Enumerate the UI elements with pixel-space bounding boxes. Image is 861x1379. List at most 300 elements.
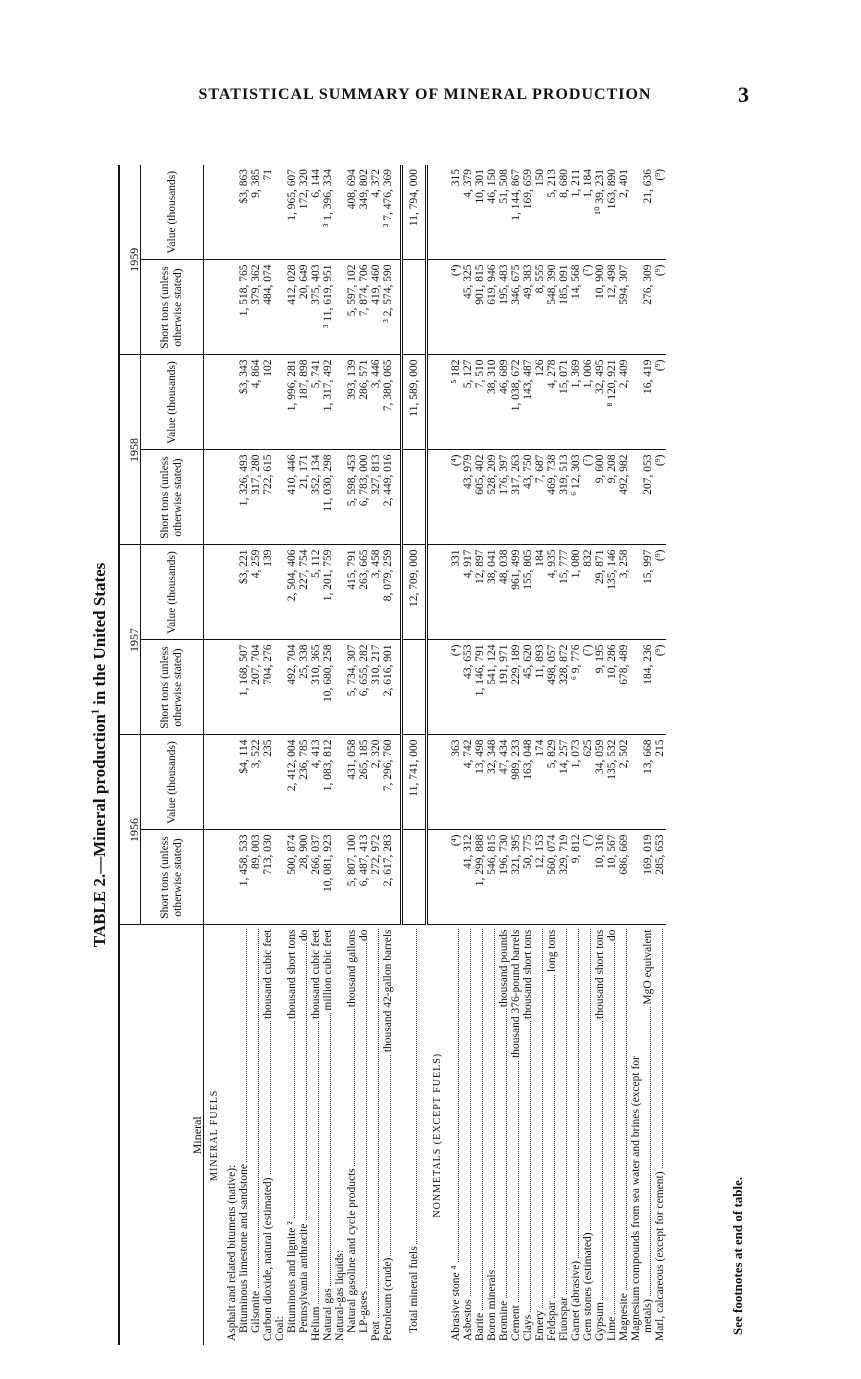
mineral-name: Natural-gas liquids: — [334, 1249, 346, 1341]
quantity-cell — [630, 260, 642, 355]
mineral-label — [310, 925, 322, 1345]
quantity-cell: (⁴) — [450, 450, 462, 545]
value-cell — [226, 165, 238, 260]
value-cell: 135, 146 — [606, 545, 618, 640]
quantity-cell: 89, 003 — [250, 830, 262, 925]
quantity-cell: 266, 037 — [310, 830, 322, 925]
quantity-cell: 285, 653 — [654, 830, 666, 925]
value-cell: 263, 665 — [358, 545, 370, 640]
total-value-cell: 12, 709, 000 — [402, 545, 427, 640]
quantity-cell: 469, 738 — [546, 450, 558, 545]
quantity-cell: 310, 365 — [310, 640, 322, 735]
total-value-cell: 11, 589, 000 — [402, 355, 427, 450]
quantity-cell: 1, 299, 888 — [474, 830, 486, 925]
quantity-cell — [630, 640, 642, 735]
mineral-name: Magnesium compounds from sea water and brines (except for — [630, 1056, 642, 1341]
mineral-name: Gilsonite — [250, 1290, 262, 1333]
table-row — [498, 165, 510, 1345]
mineral-label — [358, 925, 370, 1345]
value-cell: 2, 502 — [618, 735, 630, 830]
total-label — [402, 925, 427, 1345]
value-cell: 32, 348 — [486, 735, 498, 830]
value-cell: 48, 038 — [498, 545, 510, 640]
value-cell: 235 — [262, 735, 274, 830]
table-row — [582, 165, 594, 1345]
value-cell: 4, 278 — [546, 355, 558, 450]
quantity-cell: ³ 2, 574, 590 — [382, 260, 394, 355]
quantity-cell: 6, 655, 282 — [358, 640, 370, 735]
value-cell: 1, 201, 759 — [322, 545, 334, 640]
quantity-cell: 195, 483 — [498, 260, 510, 355]
quantity-cell: 43, 979 — [462, 450, 474, 545]
quantity-cell: 45, 620 — [522, 640, 534, 735]
quantity-cell: 11, 893 — [534, 640, 546, 735]
quantity-cell: 21, 171 — [298, 450, 310, 545]
quantity-cell: 375, 403 — [310, 260, 322, 355]
value-cell: 1, 996, 281 — [286, 355, 298, 450]
quantity-cell: 45, 325 — [462, 260, 474, 355]
table-row — [226, 165, 238, 1345]
value-cell: 2, 504, 406 — [286, 545, 298, 640]
mineral-label — [474, 925, 486, 1345]
value-column-header: Value (thousands) — [141, 165, 204, 260]
quantity-cell: 176, 397 — [498, 450, 510, 545]
quantity-cell — [402, 450, 427, 545]
quantity-cell: 541, 124 — [486, 640, 498, 735]
quantity-cell: 310, 217 — [370, 640, 382, 735]
value-cell: (⁹) — [654, 355, 666, 450]
total-value-cell: 11, 741, 000 — [402, 735, 427, 830]
mineral-label — [510, 925, 522, 1345]
value-cell: 286, 571 — [358, 355, 370, 450]
quantity-column-header: Short tons (unless otherwise stated) — [141, 640, 204, 735]
mineral-name: Bromine — [498, 1300, 510, 1341]
value-cell: 174 — [534, 735, 546, 830]
quantity-cell: 5, 734, 307 — [346, 640, 358, 735]
table-row — [334, 165, 346, 1345]
value-cell: ⁸ 120, 921 — [606, 355, 618, 450]
value-cell — [226, 545, 238, 640]
quantity-cell: (⁴) — [450, 830, 462, 925]
quantity-cell: 185, 091 — [558, 260, 570, 355]
table-row — [274, 165, 286, 1345]
quantity-cell: 12, 153 — [534, 830, 546, 925]
quantity-cell: 5, 597, 102 — [346, 260, 358, 355]
section-heading-nonmetals: NONMETALS (EXCEPT FUELS) — [432, 1052, 444, 1218]
value-cell: 126 — [534, 355, 546, 450]
table-row — [642, 165, 654, 1345]
mineral-label — [262, 925, 274, 1345]
mineral-label — [238, 925, 250, 1345]
value-column-header: Value (thousands) — [141, 735, 204, 830]
value-cell: ⁵ 182 — [450, 355, 462, 450]
value-cell: 3, 258 — [618, 545, 630, 640]
mineral-name: Gypsum — [594, 1302, 606, 1341]
value-cell: 163, 890 — [606, 165, 618, 260]
quantity-cell: 10, 316 — [594, 830, 606, 925]
running-title: STATISTICAL SUMMARY OF MINERAL PRODUCTION — [198, 86, 652, 103]
table-body — [204, 165, 667, 1345]
value-cell: 102 — [262, 355, 274, 450]
value-cell: 408, 694 — [346, 165, 358, 260]
value-cell — [334, 735, 346, 830]
quantity-cell: 6, 783, 000 — [358, 450, 370, 545]
unit-label: do — [298, 929, 310, 941]
value-cell: 5, 127 — [462, 355, 474, 450]
quantity-cell: 546, 815 — [486, 830, 498, 925]
value-cell: 431, 058 — [346, 735, 358, 830]
mineral-label — [546, 925, 558, 1345]
quantity-cell: (⁹) — [654, 260, 666, 355]
value-cell: 4, 372 — [370, 165, 382, 260]
quantity-cell: 14, 568 — [570, 260, 582, 355]
quantity-cell: 379, 362 — [250, 260, 262, 355]
quantity-cell: 1, 326, 493 — [238, 450, 250, 545]
total-row — [402, 165, 427, 1345]
year-header: 1956 — [119, 735, 141, 925]
value-cell: $4, 114 — [238, 735, 250, 830]
value-cell: 15, 071 — [558, 355, 570, 450]
unit-label: thousand 376-pound barrels — [510, 929, 522, 1058]
quantity-cell — [226, 450, 238, 545]
mineral-label — [522, 925, 534, 1345]
quantity-cell: 492, 982 — [618, 450, 630, 545]
quantity-cell: 2, 449, 016 — [382, 450, 394, 545]
table-row — [570, 165, 582, 1345]
quantity-cell: 11, 030, 298 — [322, 450, 334, 545]
unit-label: do — [606, 929, 618, 941]
value-cell: 16, 419 — [642, 355, 654, 450]
quantity-cell — [630, 450, 642, 545]
value-cell: 1, 006 — [582, 355, 594, 450]
quantity-cell: 20, 649 — [298, 260, 310, 355]
quantity-cell — [274, 830, 286, 925]
value-cell: 1, 083, 812 — [322, 735, 334, 830]
title-footnote-mark: 1 — [90, 709, 102, 715]
value-cell: 14, 257 — [558, 735, 570, 830]
value-cell — [630, 735, 642, 830]
mineral-label — [370, 925, 382, 1345]
quantity-cell: 346, 675 — [510, 260, 522, 355]
quantity-cell — [334, 640, 346, 735]
quantity-cell: 5, 598, 453 — [346, 450, 358, 545]
quantity-cell — [274, 450, 286, 545]
mineral-name: Bituminous and lignite ² — [286, 1221, 298, 1333]
value-cell: 15, 777 — [558, 545, 570, 640]
quantity-cell: 1, 458, 533 — [238, 830, 250, 925]
quantity-cell: 528, 209 — [486, 450, 498, 545]
quantity-cell: 169, 019 — [642, 830, 654, 925]
value-cell: 1, 144, 867 — [510, 165, 522, 260]
value-cell: 363 — [450, 735, 462, 830]
value-cell: 1, 080 — [570, 545, 582, 640]
quantity-cell: 704, 276 — [262, 640, 274, 735]
quantity-cell: ³ 11, 619, 951 — [322, 260, 334, 355]
mineral-label — [594, 925, 606, 1345]
table-row — [486, 165, 498, 1345]
quantity-cell: 9, 812 — [570, 830, 582, 925]
quantity-cell: 10, 900 — [594, 260, 606, 355]
mineral-name: Bituminous limestone and sandstone — [238, 1164, 250, 1333]
value-cell: $3, 343 — [238, 355, 250, 450]
value-cell: 8, 680 — [558, 165, 570, 260]
value-cell: $3, 221 — [238, 545, 250, 640]
table-row — [370, 165, 382, 1345]
mineral-name: Asphalt and related bitumens (native): — [226, 1164, 238, 1341]
value-cell: 135, 532 — [606, 735, 618, 830]
quantity-cell: 28, 900 — [298, 830, 310, 925]
section-header-row — [204, 165, 227, 1345]
mineral-label — [486, 925, 498, 1345]
quantity-cell: (⁷) — [582, 260, 594, 355]
mineral-name: Abrasive stone ⁴ — [450, 1265, 462, 1341]
value-cell: 38, 041 — [486, 545, 498, 640]
quantity-cell: ⁶ 9, 776 — [570, 640, 582, 735]
quantity-cell: 594, 307 — [618, 260, 630, 355]
table-row — [250, 165, 262, 1345]
page-header — [0, 0, 861, 120]
mineral-name: Cement — [510, 1305, 522, 1341]
value-cell: 265, 185 — [358, 735, 370, 830]
value-cell: 4, 742 — [462, 735, 474, 830]
mineral-name: Barite — [474, 1312, 486, 1341]
quantity-cell — [274, 260, 286, 355]
mineral-label — [534, 925, 546, 1345]
unit-label: million cubic feet — [322, 929, 334, 1011]
quantity-cell: 412, 028 — [286, 260, 298, 355]
mineral-label — [274, 925, 286, 1345]
quantity-cell: 498, 057 — [546, 640, 558, 735]
table-row — [262, 165, 274, 1345]
table-row — [462, 165, 474, 1345]
quantity-cell: 317, 280 — [250, 450, 262, 545]
quantity-cell: (⁷) — [582, 830, 594, 925]
unit-label: thousand cubic feet — [310, 929, 322, 1019]
value-cell: 4, 259 — [250, 545, 262, 640]
quantity-cell: 492, 704 — [286, 640, 298, 735]
value-cell: 184 — [534, 545, 546, 640]
value-cell: 315 — [450, 165, 462, 260]
value-cell: ¹⁰ 39, 231 — [594, 165, 606, 260]
quantity-cell — [274, 640, 286, 735]
mineral-label — [606, 925, 618, 1345]
table-row — [534, 165, 546, 1345]
mineral-name: Carbon dioxide, natural (estimated) — [262, 1177, 274, 1341]
value-cell: 172, 320 — [298, 165, 310, 260]
value-cell: 38, 310 — [486, 355, 498, 450]
quantity-cell: 352, 134 — [310, 450, 322, 545]
quantity-cell: 207, 053 — [642, 450, 654, 545]
value-cell: 4, 413 — [310, 735, 322, 830]
quantity-cell: 10, 680, 258 — [322, 640, 334, 735]
value-cell: 3, 446 — [370, 355, 382, 450]
quantity-cell: 419, 460 — [370, 260, 382, 355]
value-cell: 5, 741 — [310, 355, 322, 450]
value-cell: 2, 401 — [618, 165, 630, 260]
quantity-cell — [402, 830, 427, 925]
value-cell: 51, 508 — [498, 165, 510, 260]
value-cell: 7, 510 — [474, 355, 486, 450]
quantity-cell — [630, 830, 642, 925]
table-row — [322, 165, 334, 1345]
mineral-name: Garnet (abrasive) — [570, 1260, 582, 1341]
quantity-cell: 327, 813 — [370, 450, 382, 545]
value-cell: 47, 434 — [498, 735, 510, 830]
value-cell: 1, 211 — [570, 165, 582, 260]
mineral-label — [322, 925, 334, 1345]
year-header: 1959 — [119, 165, 141, 355]
mineral-label — [250, 925, 262, 1345]
mineral-name: Helium — [310, 1306, 322, 1341]
value-column-header: Value (thousands) — [141, 355, 204, 450]
value-cell: 2, 320 — [370, 735, 382, 830]
value-cell: 1, 184 — [582, 165, 594, 260]
mineral-name: LP-gases — [358, 1290, 370, 1333]
mineral-label — [654, 925, 666, 1345]
value-cell: (⁹) — [654, 165, 666, 260]
value-cell: 143, 487 — [522, 355, 534, 450]
quantity-cell: 317, 263 — [510, 450, 522, 545]
quantity-cell — [334, 450, 346, 545]
quantity-cell: 12, 498 — [606, 260, 618, 355]
quantity-cell: 328, 872 — [558, 640, 570, 735]
value-cell: 4, 935 — [546, 545, 558, 640]
quantity-cell: 191, 971 — [498, 640, 510, 735]
mineral-name: Marl, calcareous (except for cement) — [654, 1171, 666, 1341]
unit-label: thousand short tons — [286, 929, 298, 1019]
value-cell: $3, 863 — [238, 165, 250, 260]
unit-label: thousand cubic feet — [262, 929, 274, 1019]
mineral-name: Gem stones (estimated) — [582, 1232, 594, 1341]
value-cell — [274, 165, 286, 260]
rotated-table-region — [90, 165, 750, 1345]
value-cell: 7, 296, 760 — [382, 735, 394, 830]
unit-label: thousand pounds — [498, 929, 510, 1008]
quantity-column-header: Short tons (unless otherwise stated) — [141, 260, 204, 355]
value-cell: 13, 668 — [642, 735, 654, 830]
quantity-cell: 25, 338 — [298, 640, 310, 735]
value-cell: 1, 073 — [570, 735, 582, 830]
quantity-cell: 548, 390 — [546, 260, 558, 355]
unit-label: long tons — [546, 929, 558, 972]
quantity-cell: 5, 807, 100 — [346, 830, 358, 925]
quantity-cell: 713, 030 — [262, 830, 274, 925]
quantity-cell: 901, 815 — [474, 260, 486, 355]
year-header: 1957 — [119, 545, 141, 735]
quantity-cell: 6, 487, 413 — [358, 830, 370, 925]
value-cell: 1, 369 — [570, 355, 582, 450]
mineral-label — [630, 925, 642, 1345]
value-cell: 34, 059 — [594, 735, 606, 830]
value-cell — [226, 735, 238, 830]
quantity-cell: 229, 189 — [510, 640, 522, 735]
quantity-cell: 678, 489 — [618, 640, 630, 735]
year-header: 1958 — [119, 355, 141, 545]
value-cell: 1, 038, 672 — [510, 355, 522, 450]
value-cell: 2, 412, 004 — [286, 735, 298, 830]
total-name: Total mineral fuels — [408, 1246, 420, 1333]
quantity-cell: (⁹) — [654, 640, 666, 735]
quantity-cell: 619, 946 — [486, 260, 498, 355]
value-cell: 832 — [582, 545, 594, 640]
mineral-name: Magnesite — [618, 1293, 630, 1341]
mineral-name: Boron minerals — [486, 1269, 498, 1341]
mineral-name: Coal: — [274, 1316, 286, 1341]
value-cell: 4, 379 — [462, 165, 474, 260]
value-cell: 139 — [262, 545, 274, 640]
value-cell: 163, 048 — [522, 735, 534, 830]
value-cell: 4, 917 — [462, 545, 474, 640]
mineral-label — [642, 925, 654, 1345]
value-cell: ³ 1, 396, 334 — [322, 165, 334, 260]
value-cell — [334, 355, 346, 450]
quantity-cell: 8, 555 — [534, 260, 546, 355]
value-cell: 331 — [450, 545, 462, 640]
quantity-cell: 484, 074 — [262, 260, 274, 355]
value-cell — [334, 545, 346, 640]
value-cell: ³ 7, 476, 369 — [382, 165, 394, 260]
mineral-name: metals) — [642, 1299, 654, 1333]
quantity-cell: ⁶ 12, 303 — [570, 450, 582, 545]
value-cell: 393, 139 — [346, 355, 358, 450]
quantity-cell: 560, 074 — [546, 830, 558, 925]
value-cell — [334, 165, 346, 260]
mineral-label — [582, 925, 594, 1345]
value-cell: 32, 495 — [594, 355, 606, 450]
quantity-cell: 272, 972 — [370, 830, 382, 925]
value-cell: 187, 898 — [298, 355, 310, 450]
mineral-name: Asbestos — [462, 1299, 474, 1341]
value-cell: 71 — [262, 165, 274, 260]
quantity-cell: 7, 874, 706 — [358, 260, 370, 355]
mineral-label — [618, 925, 630, 1345]
value-cell: 989, 233 — [510, 735, 522, 830]
total-value-cell: 11, 794, 000 — [402, 165, 427, 260]
quantity-cell: 9, 208 — [606, 450, 618, 545]
table-row — [298, 165, 310, 1345]
table-row — [630, 165, 642, 1345]
mineral-label — [570, 925, 582, 1345]
quantity-cell: 605, 402 — [474, 450, 486, 545]
table-row — [522, 165, 534, 1345]
table-row — [558, 165, 570, 1345]
table-row — [346, 165, 358, 1345]
mineral-column-header: Mineral — [119, 925, 204, 1345]
value-cell: 9, 385 — [250, 165, 262, 260]
value-cell: 13, 498 — [474, 735, 486, 830]
mineral-label — [334, 925, 346, 1345]
value-column-header: Value (thousands) — [141, 545, 204, 640]
mineral-name: Lime — [606, 1316, 618, 1341]
mineral-name: Fluorspar — [558, 1296, 570, 1341]
quantity-cell: 319, 513 — [558, 450, 570, 545]
quantity-cell: 9, 195 — [594, 640, 606, 735]
value-cell: 3, 522 — [250, 735, 262, 830]
mineral-name: Feldspar — [546, 1301, 558, 1341]
quantity-cell: 207, 704 — [250, 640, 262, 735]
value-cell — [630, 355, 642, 450]
quantity-cell: 686, 669 — [618, 830, 630, 925]
value-cell — [274, 355, 286, 450]
mineral-label — [226, 925, 238, 1345]
quantity-cell: 43, 750 — [522, 450, 534, 545]
quantity-cell: (⁷) — [582, 640, 594, 735]
value-cell: 10, 301 — [474, 165, 486, 260]
table-row — [618, 165, 630, 1345]
quantity-cell: 1, 518, 765 — [238, 260, 250, 355]
unit-label: thousand 42-gallon barrels — [382, 929, 394, 1053]
unit-label: thousand short tons — [594, 929, 606, 1019]
